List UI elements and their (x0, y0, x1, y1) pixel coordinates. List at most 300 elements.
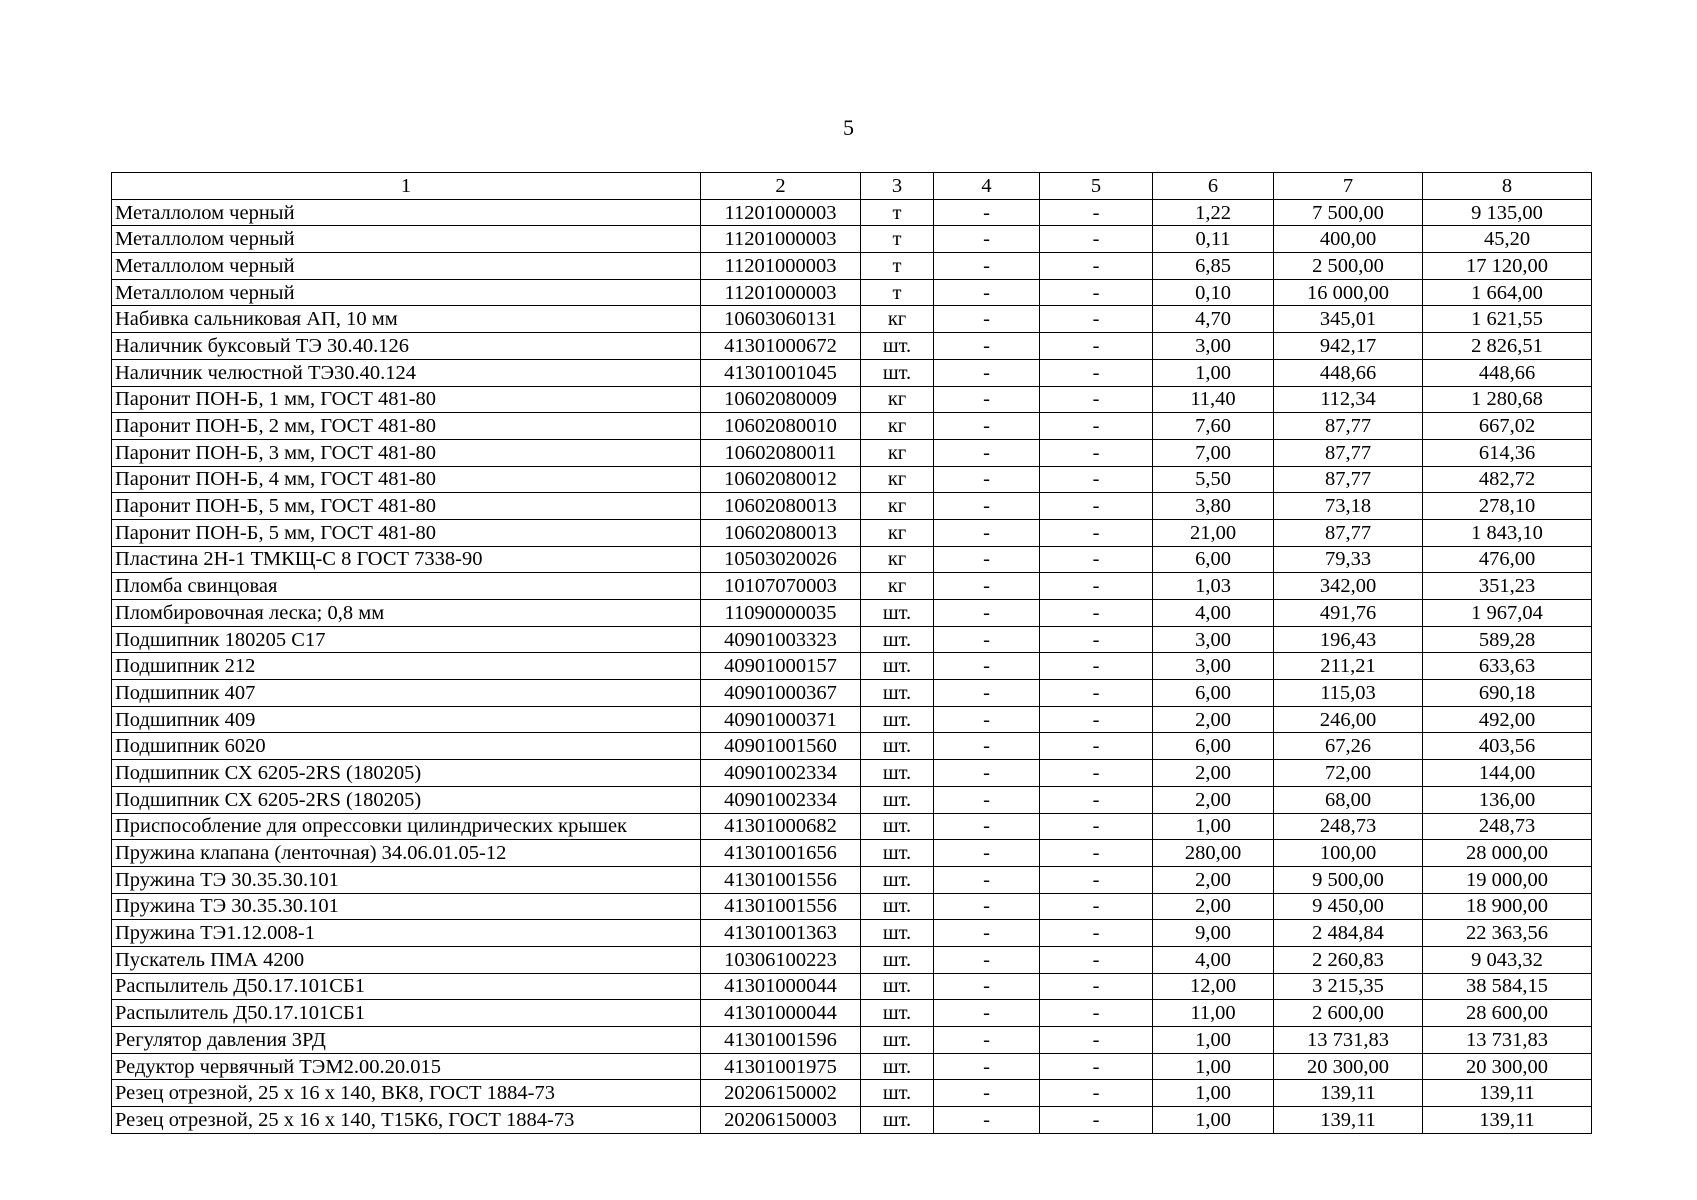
unit-cell: т (861, 279, 934, 306)
column-number: 8 (1423, 173, 1592, 200)
column-number-row (112, 173, 1592, 200)
price-cell: 73,18 (1274, 493, 1423, 520)
amount-cell: 482,72 (1423, 466, 1592, 493)
unit-cell: кг (861, 413, 934, 440)
amount-cell: 9 135,00 (1423, 199, 1592, 226)
price-cell: 68,00 (1274, 786, 1423, 813)
quantity-cell: 1,00 (1153, 1027, 1274, 1054)
table-row (112, 253, 1592, 280)
price-cell: 100,00 (1274, 840, 1423, 867)
item-name-cell: Пружина ТЭ1.12.008-1 (112, 920, 701, 947)
price-cell: 139,11 (1274, 1080, 1423, 1107)
unit-cell: шт. (861, 1080, 934, 1107)
unit-cell: шт. (861, 1027, 934, 1054)
quantity-cell: 1,00 (1153, 813, 1274, 840)
amount-cell: 278,10 (1423, 493, 1592, 520)
amount-cell: 589,28 (1423, 626, 1592, 653)
table-row (112, 1107, 1592, 1134)
column-number: 6 (1153, 173, 1274, 200)
table-row (112, 840, 1592, 867)
price-cell: 942,17 (1274, 333, 1423, 360)
item-code-cell: 10602080013 (701, 493, 861, 520)
price-cell: 87,77 (1274, 519, 1423, 546)
col4-cell: - (934, 653, 1040, 680)
col5-cell: - (1040, 1053, 1153, 1080)
table-row (112, 680, 1592, 707)
item-code-cell: 40901001560 (701, 733, 861, 760)
col5-cell: - (1040, 333, 1153, 360)
price-cell: 345,01 (1274, 306, 1423, 333)
col5-cell: - (1040, 893, 1153, 920)
price-cell: 2 500,00 (1274, 253, 1423, 280)
price-cell: 342,00 (1274, 573, 1423, 600)
amount-cell: 690,18 (1423, 680, 1592, 707)
item-name-cell: Подшипник 212 (112, 653, 701, 680)
item-name-cell: Распылитель Д50.17.101СБ1 (112, 973, 701, 1000)
item-name-cell: Пружина ТЭ 30.35.30.101 (112, 893, 701, 920)
item-name-cell: Пускатель ПМА 4200 (112, 946, 701, 973)
amount-cell: 19 000,00 (1423, 866, 1592, 893)
quantity-cell: 5,50 (1153, 466, 1274, 493)
price-cell: 112,34 (1274, 386, 1423, 413)
table-row (112, 920, 1592, 947)
item-code-cell: 11201000003 (701, 226, 861, 253)
amount-cell: 1 967,04 (1423, 600, 1592, 627)
col5-cell: - (1040, 1107, 1153, 1134)
unit-cell: т (861, 253, 934, 280)
amount-cell: 492,00 (1423, 706, 1592, 733)
col4-cell: - (934, 973, 1040, 1000)
item-code-cell: 40901002334 (701, 786, 861, 813)
col4-cell: - (934, 573, 1040, 600)
unit-cell: шт. (861, 1000, 934, 1027)
unit-cell: шт. (861, 706, 934, 733)
item-name-cell: Паронит ПОН-Б, 4 мм, ГОСТ 481-80 (112, 466, 701, 493)
item-name-cell: Паронит ПОН-Б, 2 мм, ГОСТ 481-80 (112, 413, 701, 440)
amount-cell: 1 843,10 (1423, 519, 1592, 546)
price-cell: 16 000,00 (1274, 279, 1423, 306)
item-name-cell: Наличник буксовый ТЭ 30.40.126 (112, 333, 701, 360)
price-cell: 87,77 (1274, 413, 1423, 440)
col4-cell: - (934, 760, 1040, 787)
unit-cell: шт. (861, 786, 934, 813)
item-code-cell: 41301000682 (701, 813, 861, 840)
item-code-cell: 10602080013 (701, 519, 861, 546)
unit-cell: кг (861, 519, 934, 546)
col4-cell: - (934, 1080, 1040, 1107)
price-cell: 2 260,83 (1274, 946, 1423, 973)
quantity-cell: 3,00 (1153, 333, 1274, 360)
unit-cell: кг (861, 439, 934, 466)
quantity-cell: 7,00 (1153, 439, 1274, 466)
item-code-cell: 11201000003 (701, 199, 861, 226)
quantity-cell: 4,00 (1153, 600, 1274, 627)
table-row (112, 1080, 1592, 1107)
column-number: 3 (861, 173, 934, 200)
item-code-cell: 11201000003 (701, 279, 861, 306)
col4-cell: - (934, 733, 1040, 760)
col4-cell: - (934, 1000, 1040, 1027)
amount-cell: 633,63 (1423, 653, 1592, 680)
item-name-cell: Пластина 2Н-1 ТМКЩ-С 8 ГОСТ 7338-90 (112, 546, 701, 573)
col5-cell: - (1040, 519, 1153, 546)
item-code-cell: 41301001556 (701, 866, 861, 893)
col5-cell: - (1040, 466, 1153, 493)
item-code-cell: 41301000672 (701, 333, 861, 360)
col4-cell: - (934, 893, 1040, 920)
col4-cell: - (934, 600, 1040, 627)
quantity-cell: 12,00 (1153, 973, 1274, 1000)
table-row (112, 813, 1592, 840)
unit-cell: шт. (861, 680, 934, 707)
item-code-cell: 40901003323 (701, 626, 861, 653)
price-cell: 13 731,83 (1274, 1027, 1423, 1054)
table-row (112, 866, 1592, 893)
price-cell: 72,00 (1274, 760, 1423, 787)
item-name-cell: Подшипник СХ 6205-2RS (180205) (112, 786, 701, 813)
col4-cell: - (934, 253, 1040, 280)
col4-cell: - (934, 626, 1040, 653)
table-body (112, 199, 1592, 1133)
amount-cell: 9 043,32 (1423, 946, 1592, 973)
quantity-cell: 3,00 (1153, 653, 1274, 680)
column-number: 1 (112, 173, 701, 200)
col4-cell: - (934, 493, 1040, 520)
item-name-cell: Металлолом черный (112, 279, 701, 306)
amount-cell: 38 584,15 (1423, 973, 1592, 1000)
inventory-table (111, 172, 1592, 1134)
col4-cell: - (934, 920, 1040, 947)
quantity-cell: 2,00 (1153, 786, 1274, 813)
col5-cell: - (1040, 1000, 1153, 1027)
table-row (112, 493, 1592, 520)
table-row (112, 573, 1592, 600)
quantity-cell: 1,00 (1153, 359, 1274, 386)
amount-cell: 28 000,00 (1423, 840, 1592, 867)
col4-cell: - (934, 1053, 1040, 1080)
col5-cell: - (1040, 413, 1153, 440)
col5-cell: - (1040, 920, 1153, 947)
item-name-cell: Приспособление для опрессовки цилиндрических крышек (112, 813, 701, 840)
item-code-cell: 10603060131 (701, 306, 861, 333)
unit-cell: шт. (861, 946, 934, 973)
col5-cell: - (1040, 680, 1153, 707)
quantity-cell: 3,00 (1153, 626, 1274, 653)
price-cell: 67,26 (1274, 733, 1423, 760)
table-row (112, 199, 1592, 226)
col5-cell: - (1040, 199, 1153, 226)
item-name-cell: Пружина клапана (ленточная) 34.06.01.05-12 (112, 840, 701, 867)
unit-cell: кг (861, 573, 934, 600)
col5-cell: - (1040, 359, 1153, 386)
item-name-cell: Металлолом черный (112, 253, 701, 280)
table-row (112, 600, 1592, 627)
quantity-cell: 2,00 (1153, 866, 1274, 893)
col5-cell: - (1040, 973, 1153, 1000)
item-code-cell: 20206150003 (701, 1107, 861, 1134)
col4-cell: - (934, 386, 1040, 413)
item-name-cell: Паронит ПОН-Б, 1 мм, ГОСТ 481-80 (112, 386, 701, 413)
col4-cell: - (934, 306, 1040, 333)
quantity-cell: 6,00 (1153, 546, 1274, 573)
item-name-cell: Подшипник 409 (112, 706, 701, 733)
amount-cell: 28 600,00 (1423, 1000, 1592, 1027)
quantity-cell: 0,11 (1153, 226, 1274, 253)
price-cell: 448,66 (1274, 359, 1423, 386)
unit-cell: шт. (861, 626, 934, 653)
unit-cell: кг (861, 386, 934, 413)
table-row (112, 653, 1592, 680)
column-number: 2 (701, 173, 861, 200)
item-name-cell: Резец отрезной, 25 х 16 х 140, Т15К6, ГОСТ 1884-73 (112, 1107, 701, 1134)
col4-cell: - (934, 413, 1040, 440)
item-name-cell: Распылитель Д50.17.101СБ1 (112, 1000, 701, 1027)
col5-cell: - (1040, 493, 1153, 520)
price-cell: 211,21 (1274, 653, 1423, 680)
price-cell: 9 450,00 (1274, 893, 1423, 920)
table-row (112, 893, 1592, 920)
item-code-cell: 41301000044 (701, 1000, 861, 1027)
table-row (112, 1053, 1592, 1080)
item-code-cell: 10503020026 (701, 546, 861, 573)
price-cell: 248,73 (1274, 813, 1423, 840)
col4-cell: - (934, 1107, 1040, 1134)
unit-cell: шт. (861, 600, 934, 627)
col5-cell: - (1040, 439, 1153, 466)
price-cell: 115,03 (1274, 680, 1423, 707)
col5-cell: - (1040, 386, 1153, 413)
amount-cell: 13 731,83 (1423, 1027, 1592, 1054)
col4-cell: - (934, 279, 1040, 306)
unit-cell: т (861, 226, 934, 253)
unit-cell: кг (861, 493, 934, 520)
unit-cell: шт. (861, 733, 934, 760)
col4-cell: - (934, 813, 1040, 840)
table-row (112, 333, 1592, 360)
item-code-cell: 41301001656 (701, 840, 861, 867)
table-row (112, 786, 1592, 813)
quantity-cell: 6,00 (1153, 733, 1274, 760)
amount-cell: 144,00 (1423, 760, 1592, 787)
price-cell: 7 500,00 (1274, 199, 1423, 226)
item-code-cell: 41301001975 (701, 1053, 861, 1080)
unit-cell: шт. (861, 359, 934, 386)
item-code-cell: 10306100223 (701, 946, 861, 973)
item-code-cell: 40901000371 (701, 706, 861, 733)
quantity-cell: 280,00 (1153, 840, 1274, 867)
item-code-cell: 11201000003 (701, 253, 861, 280)
col5-cell: - (1040, 760, 1153, 787)
column-number: 4 (934, 173, 1040, 200)
table-row (112, 733, 1592, 760)
item-code-cell: 40901002334 (701, 760, 861, 787)
quantity-cell: 1,00 (1153, 1080, 1274, 1107)
col5-cell: - (1040, 253, 1153, 280)
amount-cell: 403,56 (1423, 733, 1592, 760)
price-cell: 79,33 (1274, 546, 1423, 573)
price-cell: 9 500,00 (1274, 866, 1423, 893)
unit-cell: кг (861, 546, 934, 573)
amount-cell: 22 363,56 (1423, 920, 1592, 947)
table-row (112, 413, 1592, 440)
col5-cell: - (1040, 786, 1153, 813)
amount-cell: 614,36 (1423, 439, 1592, 466)
col4-cell: - (934, 546, 1040, 573)
col5-cell: - (1040, 626, 1153, 653)
price-cell: 87,77 (1274, 466, 1423, 493)
item-name-cell: Паронит ПОН-Б, 5 мм, ГОСТ 481-80 (112, 493, 701, 520)
quantity-cell: 6,85 (1153, 253, 1274, 280)
quantity-cell: 2,00 (1153, 893, 1274, 920)
col4-cell: - (934, 786, 1040, 813)
table-row (112, 546, 1592, 573)
unit-cell: шт. (861, 840, 934, 867)
quantity-cell: 21,00 (1153, 519, 1274, 546)
item-name-cell: Резец отрезной, 25 х 16 х 140, ВК8, ГОСТ 1884-73 (112, 1080, 701, 1107)
quantity-cell: 4,00 (1153, 946, 1274, 973)
table-row (112, 439, 1592, 466)
item-name-cell: Подшипник 6020 (112, 733, 701, 760)
quantity-cell: 6,00 (1153, 680, 1274, 707)
quantity-cell: 0,10 (1153, 279, 1274, 306)
item-code-cell: 10602080011 (701, 439, 861, 466)
unit-cell: шт. (861, 813, 934, 840)
col5-cell: - (1040, 600, 1153, 627)
table-row (112, 760, 1592, 787)
price-cell: 2 600,00 (1274, 1000, 1423, 1027)
unit-cell: шт. (861, 973, 934, 1000)
item-name-cell: Металлолом черный (112, 226, 701, 253)
item-code-cell: 10602080009 (701, 386, 861, 413)
amount-cell: 351,23 (1423, 573, 1592, 600)
item-code-cell: 11090000035 (701, 600, 861, 627)
table-row (112, 226, 1592, 253)
amount-cell: 2 826,51 (1423, 333, 1592, 360)
column-number: 5 (1040, 173, 1153, 200)
item-code-cell: 41301001363 (701, 920, 861, 947)
col5-cell: - (1040, 866, 1153, 893)
unit-cell: шт. (861, 866, 934, 893)
quantity-cell: 4,70 (1153, 306, 1274, 333)
amount-cell: 18 900,00 (1423, 893, 1592, 920)
quantity-cell: 7,60 (1153, 413, 1274, 440)
col5-cell: - (1040, 546, 1153, 573)
table-row (112, 973, 1592, 1000)
item-code-cell: 41301001556 (701, 893, 861, 920)
price-cell: 246,00 (1274, 706, 1423, 733)
table-row (112, 1027, 1592, 1054)
item-name-cell: Наличник челюстной ТЭ30.40.124 (112, 359, 701, 386)
col4-cell: - (934, 439, 1040, 466)
col5-cell: - (1040, 306, 1153, 333)
item-name-cell: Регулятор давления 3РД (112, 1027, 701, 1054)
item-name-cell: Подшипник СХ 6205-2RS (180205) (112, 760, 701, 787)
col5-cell: - (1040, 813, 1153, 840)
item-code-cell: 41301000044 (701, 973, 861, 1000)
col4-cell: - (934, 226, 1040, 253)
quantity-cell: 9,00 (1153, 920, 1274, 947)
col4-cell: - (934, 333, 1040, 360)
item-code-cell: 40901000157 (701, 653, 861, 680)
table-row (112, 466, 1592, 493)
amount-cell: 1 280,68 (1423, 386, 1592, 413)
amount-cell: 248,73 (1423, 813, 1592, 840)
quantity-cell: 1,03 (1153, 573, 1274, 600)
unit-cell: шт. (861, 920, 934, 947)
col5-cell: - (1040, 226, 1153, 253)
unit-cell: шт. (861, 653, 934, 680)
quantity-cell: 1,00 (1153, 1053, 1274, 1080)
item-code-cell: 41301001045 (701, 359, 861, 386)
unit-cell: шт. (861, 1053, 934, 1080)
item-name-cell: Паронит ПОН-Б, 3 мм, ГОСТ 481-80 (112, 439, 701, 466)
quantity-cell: 1,00 (1153, 1107, 1274, 1134)
price-cell: 139,11 (1274, 1107, 1423, 1134)
unit-cell: т (861, 199, 934, 226)
amount-cell: 136,00 (1423, 786, 1592, 813)
table-row (112, 359, 1592, 386)
col4-cell: - (934, 466, 1040, 493)
amount-cell: 1 664,00 (1423, 279, 1592, 306)
quantity-cell: 1,22 (1153, 199, 1274, 226)
col5-cell: - (1040, 840, 1153, 867)
item-name-cell: Паронит ПОН-Б, 5 мм, ГОСТ 481-80 (112, 519, 701, 546)
col5-cell: - (1040, 653, 1153, 680)
price-cell: 3 215,35 (1274, 973, 1423, 1000)
col5-cell: - (1040, 279, 1153, 306)
unit-cell: кг (861, 466, 934, 493)
amount-cell: 476,00 (1423, 546, 1592, 573)
unit-cell: кг (861, 306, 934, 333)
table-row (112, 1000, 1592, 1027)
col4-cell: - (934, 519, 1040, 546)
price-cell: 20 300,00 (1274, 1053, 1423, 1080)
price-cell: 400,00 (1274, 226, 1423, 253)
item-code-cell: 10107070003 (701, 573, 861, 600)
table-row (112, 519, 1592, 546)
item-name-cell: Пломба свинцовая (112, 573, 701, 600)
quantity-cell: 2,00 (1153, 706, 1274, 733)
price-cell: 491,76 (1274, 600, 1423, 627)
amount-cell: 448,66 (1423, 359, 1592, 386)
table-row (112, 946, 1592, 973)
amount-cell: 139,11 (1423, 1107, 1592, 1134)
page-number: 5 (843, 115, 854, 140)
col5-cell: - (1040, 733, 1153, 760)
price-cell: 196,43 (1274, 626, 1423, 653)
amount-cell: 139,11 (1423, 1080, 1592, 1107)
item-code-cell: 40901000367 (701, 680, 861, 707)
amount-cell: 17 120,00 (1423, 253, 1592, 280)
item-name-cell: Редуктор червячный ТЭМ2.00.20.015 (112, 1053, 701, 1080)
price-cell: 87,77 (1274, 439, 1423, 466)
item-name-cell: Подшипник 180205 С17 (112, 626, 701, 653)
table-row (112, 626, 1592, 653)
quantity-cell: 2,00 (1153, 760, 1274, 787)
item-name-cell: Пружина ТЭ 30.35.30.101 (112, 866, 701, 893)
item-code-cell: 20206150002 (701, 1080, 861, 1107)
amount-cell: 667,02 (1423, 413, 1592, 440)
unit-cell: шт. (861, 760, 934, 787)
item-code-cell: 10602080010 (701, 413, 861, 440)
item-name-cell: Набивка сальниковая АП, 10 мм (112, 306, 701, 333)
table-row (112, 279, 1592, 306)
unit-cell: шт. (861, 333, 934, 360)
item-name-cell: Подшипник 407 (112, 680, 701, 707)
amount-cell: 20 300,00 (1423, 1053, 1592, 1080)
col5-cell: - (1040, 706, 1153, 733)
table-row (112, 706, 1592, 733)
